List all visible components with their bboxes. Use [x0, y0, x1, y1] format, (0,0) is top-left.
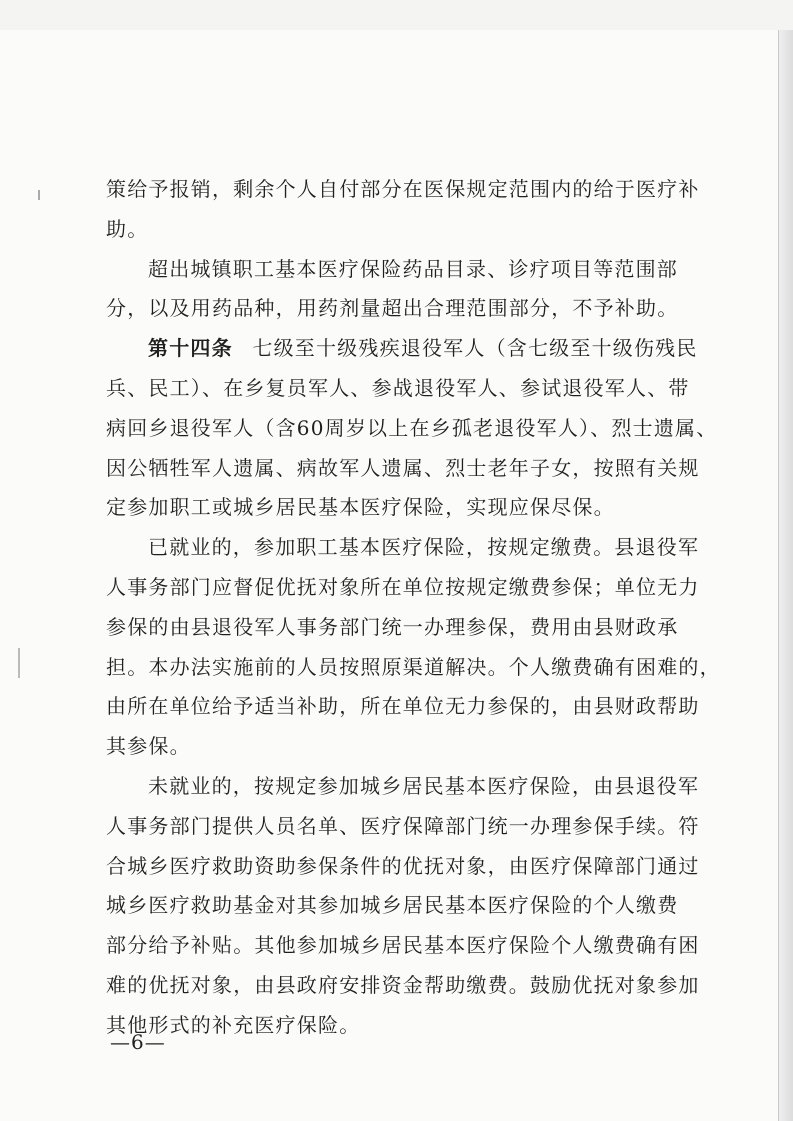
text-line: 人事务部门提供人员名单、医疗保障部门统一办理参保手续。符 [106, 813, 700, 838]
text-line: 超出城镇职工基本医疗保险药品目录、诊疗项目等范围部 [148, 256, 678, 281]
scan-mark [38, 190, 40, 200]
text-line: 由所在单位给予适当补助，所在单位无力参保的，由县财政帮助 [106, 694, 700, 719]
scan-top-margin [0, 0, 793, 30]
text-line: 兵、民工）、在乡复员军人、参战退役军人、参试退役军人、带 [106, 375, 690, 400]
scan-page-edge [778, 30, 793, 1121]
article-number: 第十四条 [148, 336, 233, 361]
text-line: 已就业的，参加职工基本医疗保险，按规定缴费。县退役军 [148, 535, 700, 560]
text-line: 病回乡退役军人（含60周岁以上在乡孤老退役军人）、烈士遗属、 [106, 415, 718, 440]
text-line: 难的优抚对象，由县政府安排资金帮助缴费。鼓励优抚对象参加 [106, 972, 700, 997]
text-line: 因公牺牲军人遗属、病故军人遗属、烈士老年子女，按照有关规 [106, 455, 700, 480]
text-line: 助。 [106, 216, 149, 241]
text-line: 人事务部门应督促优抚对象所在单位按规定缴费参保；单位无力 [106, 574, 700, 599]
page-number: —6— [110, 1030, 166, 1054]
text-line: 参保的由县退役军人事务部门统一办理参保，费用由县财政承 [106, 614, 679, 639]
text-line: 部分给予补贴。其他参加城乡居民基本医疗保险个人缴费确有困 [106, 933, 700, 958]
text-line: 其他形式的补充医疗保险。 [106, 1012, 361, 1037]
text-line: 其参保。 [106, 734, 191, 759]
scan-mark [18, 648, 20, 678]
text-line: 城乡医疗救助基金对其参加城乡居民基本医疗保险的个人缴费 [106, 893, 679, 918]
body-text [106, 170, 721, 1046]
text-line: 担。本办法实施前的人员按照原渠道解决。个人缴费确有困难的， [106, 654, 721, 679]
text-line: 未就业的，按规定参加城乡居民基本医疗保险，由县退役军 [148, 773, 700, 798]
text-line: 合城乡医疗救助资助参保条件的优抚对象，由医疗保障部门通过 [106, 853, 700, 878]
text-line: 定参加职工或城乡居民基本医疗保险，实现应保尽保。 [106, 495, 615, 520]
text-line: 策给予报销，剩余个人自付部分在医保规定范围内的给于医疗补 [106, 177, 700, 201]
text-line: 七级至十级残疾退役军人（含七级至十级伤残民 [252, 336, 698, 361]
article-heading-line [106, 329, 698, 369]
text-line: 分，以及用药品种，用药剂量超出合理范围部分，不予补助。 [106, 296, 679, 321]
